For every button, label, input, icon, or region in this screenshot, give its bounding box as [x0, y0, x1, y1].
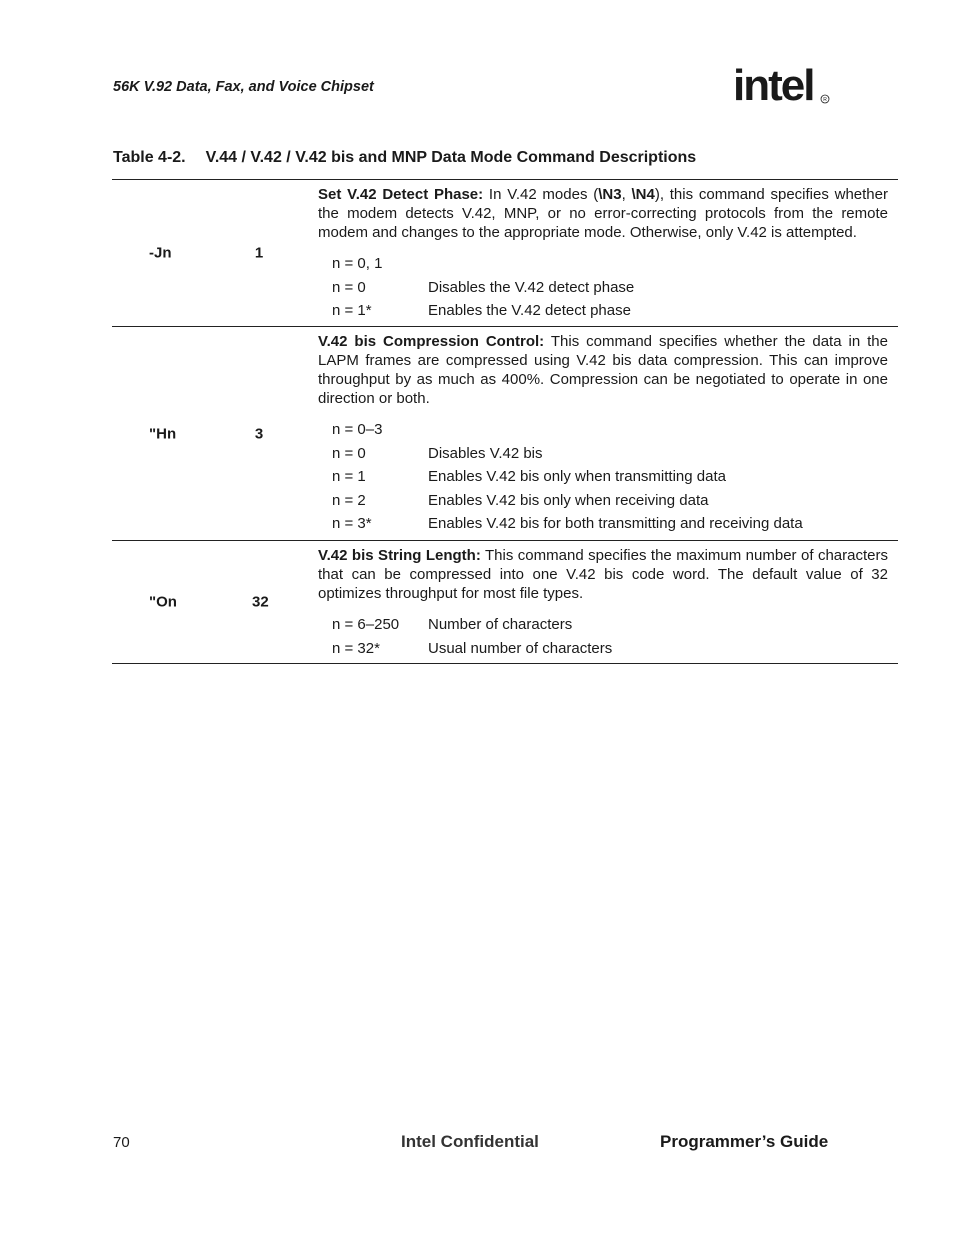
- parameter-value: n = 0: [332, 444, 366, 462]
- code-n3: \N3: [598, 186, 622, 203]
- description-text: In V.42 modes (: [483, 186, 599, 203]
- svg-text:R: R: [823, 97, 827, 103]
- parameter-value: n = 1: [332, 468, 366, 485]
- parameter-list: [332, 613, 898, 660]
- description-lead: V.42 bis Compression Control:: [318, 333, 545, 350]
- command-default: 3: [254, 425, 264, 442]
- parameter-value: n = 32*: [332, 639, 380, 657]
- parameter-meaning: Enables V.42 bis for both transmitting and receiving data: [428, 515, 803, 532]
- table-caption-title: V.44 / V.42 / V.42 bis and MNP Data Mode Command Descriptions: [205, 149, 697, 166]
- parameter-line: [332, 465, 898, 489]
- command-description: [318, 546, 888, 603]
- description-separator: ,: [621, 186, 632, 203]
- parameter-meaning: Disables V.42 bis: [428, 444, 543, 462]
- description-text: ), this command specifies whether the modem detects V.42, MNP, or no error-correcting protocols from the remote modem and changes to the appropriate mode. Otherwise, only V.42 is attempted.: [318, 186, 888, 241]
- parameter-meaning: [428, 252, 898, 276]
- document-title: 56K V.92 Data, Fax, and Voice Chipset: [113, 79, 374, 95]
- table-row: [112, 541, 898, 664]
- parameter-meaning: Disables the V.42 detect phase: [428, 278, 635, 296]
- parameter-value: n = 3*: [332, 515, 372, 532]
- command-name: -Jn: [149, 244, 172, 262]
- parameter-line: [332, 637, 898, 661]
- description-text: This command specifies whether the data in the LAPM frames are compressed using V.42 bis data compression. This can improve throughput by as much as 400%. Compression can be negotiated to operate in one direction or both.: [318, 333, 888, 407]
- parameter-list: [332, 252, 898, 323]
- table-row: [112, 327, 898, 541]
- command-name: "Hn: [149, 425, 177, 442]
- command-description: [318, 332, 888, 408]
- parameter-line: [332, 299, 898, 323]
- parameter-line: [332, 252, 898, 276]
- page-number: 70: [113, 1134, 130, 1151]
- parameter-line: [332, 512, 898, 536]
- parameter-meaning: [428, 418, 898, 442]
- footer-guide-title: Programmer’s Guide: [660, 1132, 829, 1151]
- table-row: [112, 180, 898, 327]
- command-default: 32: [252, 593, 269, 611]
- footer-confidential: Intel Confidential: [401, 1132, 539, 1151]
- parameter-line: [332, 613, 898, 637]
- parameter-line: [332, 442, 898, 466]
- parameter-line: [332, 489, 898, 513]
- parameter-value: n = 6–250: [332, 616, 400, 633]
- parameter-line: [332, 418, 898, 442]
- parameter-meaning: Enables the V.42 detect phase: [428, 302, 631, 319]
- parameter-value: n = 0–3: [332, 421, 383, 438]
- parameter-value: n = 0, 1: [332, 255, 383, 272]
- parameter-line: [332, 276, 898, 300]
- parameter-meaning: Enables V.42 bis only when receiving data: [428, 491, 709, 509]
- command-default: 1: [254, 244, 264, 262]
- description-lead: Set V.42 Detect Phase:: [318, 186, 484, 203]
- parameter-value: n = 0: [332, 278, 366, 296]
- intel-logo: [733, 60, 833, 118]
- parameter-value: n = 1*: [332, 302, 372, 319]
- parameter-value: n = 2: [332, 491, 366, 509]
- table-caption: [113, 149, 696, 167]
- svg-text:intel: intel: [733, 61, 814, 110]
- command-table: [112, 179, 898, 664]
- parameter-meaning: Enables V.42 bis only when transmitting data: [428, 468, 726, 485]
- command-description: [318, 185, 888, 242]
- parameter-meaning: Number of characters: [428, 616, 573, 633]
- command-name: "On: [149, 593, 177, 611]
- description-text: This command specifies the maximum number of characters that can be compressed into one V.42 bis code word. The default value of 32 optimizes throughput for most file types.: [318, 547, 888, 602]
- code-n4: \N4: [631, 186, 655, 203]
- parameter-meaning: Usual number of characters: [428, 639, 613, 657]
- table-caption-label: Table 4-2.: [113, 149, 186, 166]
- parameter-list: [332, 418, 898, 536]
- description-lead: V.42 bis String Length:: [318, 547, 481, 564]
